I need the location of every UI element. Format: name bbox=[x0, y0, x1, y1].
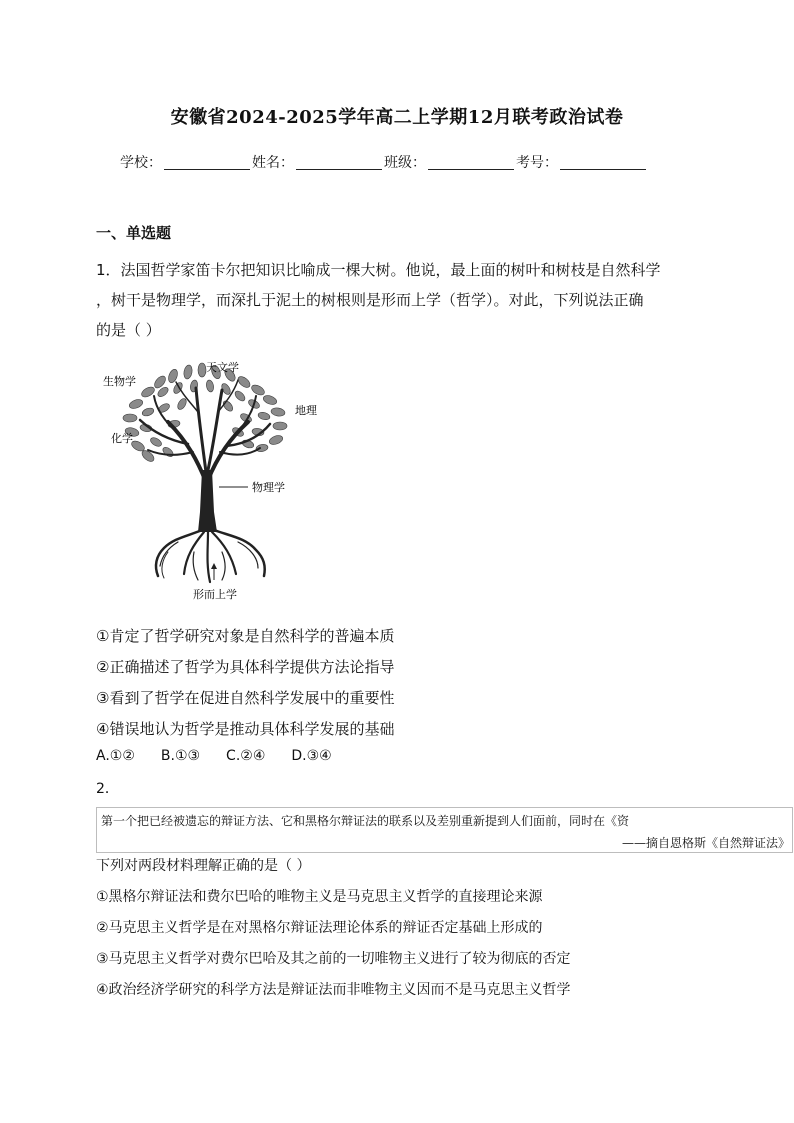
class-field[interactable] bbox=[384, 152, 516, 172]
label-biology: 生物学 bbox=[103, 375, 136, 388]
metaphysics-arrow-head bbox=[211, 563, 217, 569]
class-label: 班级： bbox=[384, 155, 426, 171]
school-label: 学校： bbox=[120, 155, 162, 171]
exam-number-label: 考号： bbox=[516, 155, 558, 171]
answer-choice-b[interactable]: B.①③ bbox=[160, 748, 201, 764]
label-chemistry: 化学 bbox=[111, 432, 133, 445]
tree-trunk bbox=[198, 470, 217, 532]
question-2-number: 2． bbox=[96, 781, 119, 797]
question-1-answer-choices bbox=[96, 748, 332, 764]
tree-roots bbox=[156, 530, 265, 582]
quote-text: 第一个把已经被遗忘的辩证方法、它和黑格尔辩证法的联系以及差别重新提到人们面前，同时在《资 bbox=[101, 814, 630, 828]
question-1-stem bbox=[96, 255, 706, 345]
school-field[interactable] bbox=[120, 152, 252, 172]
school-blank[interactable] bbox=[164, 155, 250, 170]
label-physics: 物理学 bbox=[252, 481, 285, 494]
question-1-line-2: ，树干是物理学，而深扎于泥土的树根则是形而上学（哲学）。对此，下列说法正确 bbox=[96, 291, 644, 309]
question-1-option-4[interactable]: ④错误地认为哲学是推动具体科学发展的基础 bbox=[96, 720, 395, 738]
question-2-option-2[interactable]: ②马克思主义哲学是在对黑格尔辩证法理论体系的辩证否定基础上形成的 bbox=[96, 920, 543, 936]
student-info-row bbox=[120, 152, 648, 172]
label-metaphysics: 形而上学 bbox=[193, 588, 237, 601]
exam-number-blank[interactable] bbox=[560, 155, 646, 170]
question-1-option-1[interactable]: ①肯定了哲学研究对象是自然科学的普遍本质 bbox=[96, 627, 395, 645]
quote-source: ——摘自恩格斯《自然辩证法》 bbox=[621, 836, 790, 850]
label-astronomy: 天文学 bbox=[206, 361, 239, 374]
name-label: 姓名： bbox=[252, 155, 294, 171]
section-title: 一、单选题 bbox=[96, 224, 172, 242]
page-title: 安徽省2024-2025学年高二上学期12月联考政治试卷 bbox=[170, 107, 624, 128]
question-1-line-3: 的是（ ） bbox=[96, 321, 161, 339]
question-2-option-4[interactable]: ④政治经济学研究的科学方法是辩证法而非唯物主义因而不是马克思主义哲学 bbox=[96, 982, 571, 998]
question-2-quote-box bbox=[96, 807, 793, 853]
answer-choice-c[interactable]: C.②④ bbox=[226, 748, 266, 764]
question-1-line-1: 1．法国哲学家笛卡尔把知识比喻成一棵大树。他说，最上面的树叶和树枝是自然科学 bbox=[96, 261, 661, 279]
knowledge-tree-figure bbox=[98, 352, 326, 602]
name-blank[interactable] bbox=[296, 155, 382, 170]
question-2-option-3[interactable]: ③马克思主义哲学对费尔巴哈及其之前的一切唯物主义进行了较为彻底的否定 bbox=[96, 951, 571, 967]
question-1-option-3[interactable]: ③看到了哲学在促进自然科学发展中的重要性 bbox=[96, 689, 395, 707]
question-1-option-2[interactable]: ②正确描述了哲学为具体科学提供方法论指导 bbox=[96, 658, 395, 676]
label-geography: 地理 bbox=[295, 404, 317, 417]
class-blank[interactable] bbox=[428, 155, 514, 170]
tree-canopy bbox=[123, 363, 287, 464]
name-field[interactable] bbox=[252, 152, 384, 172]
question-2-stem: 下列对两段材料理解正确的是（ ） bbox=[96, 858, 311, 874]
question-2-option-1[interactable]: ①黑格尔辩证法和费尔巴哈的唯物主义是马克思主义哲学的直接理论来源 bbox=[96, 889, 543, 905]
answer-choice-d[interactable]: D.③④ bbox=[291, 748, 332, 764]
exam-number-field[interactable] bbox=[516, 152, 648, 172]
answer-choice-a[interactable]: A.①② bbox=[96, 748, 135, 764]
